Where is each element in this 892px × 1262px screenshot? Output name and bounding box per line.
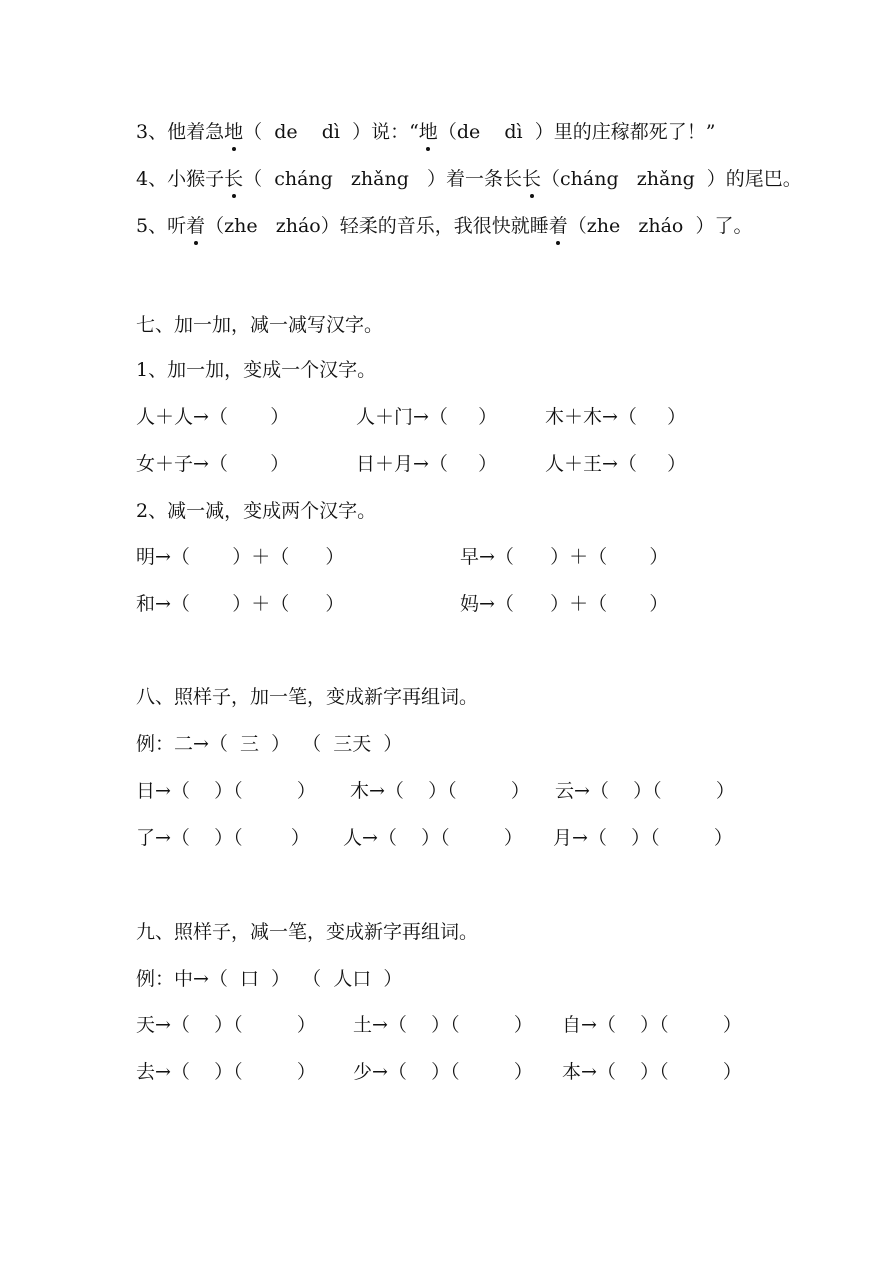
add-stroke-item: 了→（ ）（ ）	[136, 827, 310, 849]
question-text: （ cháng zhǎng ）着一条长	[243, 168, 523, 190]
dotted-character: 长	[522, 168, 542, 190]
remove-stroke-item: 本→（ ）（ ）	[562, 1061, 742, 1083]
question-4	[136, 167, 802, 191]
question-5	[136, 214, 752, 238]
remove-stroke-item: 天→（ ）（ ）	[136, 1014, 316, 1036]
remove-stroke-item: 自→（ ）（ ）	[562, 1014, 742, 1036]
add-stroke-item: 人→（ ）（ ）	[343, 827, 523, 849]
subtract-item: 明→（ ）＋（ ）	[136, 546, 345, 568]
dotted-character: 长	[224, 168, 244, 190]
remove-stroke-item: 少→（ ）（ ）	[353, 1061, 533, 1083]
section-7-sub2: 2、减一减，变成两个汉字。	[136, 500, 377, 522]
add-item: 人＋人→（ ）	[136, 406, 290, 428]
add-item: 木＋木→（ ）	[545, 406, 687, 428]
subtract-item: 和→（ ）＋（ ）	[136, 593, 345, 615]
question-text: （cháng zhǎng ）的尾巴。	[541, 168, 802, 190]
section-8-example: 例：二→（ 三 ） （ 三天 ）	[136, 733, 403, 755]
dotted-character: 地	[224, 121, 244, 143]
question-text: （zhe zháo ）了。	[567, 215, 753, 237]
add-stroke-item: 月→（ ）（ ）	[553, 827, 733, 849]
dotted-character: 地	[418, 121, 438, 143]
add-item: 人＋王→（ ）	[545, 453, 687, 475]
question-text: （zhe zháo）轻柔的音乐，我很快就睡	[205, 215, 549, 237]
remove-stroke-item: 去→（ ）（ ）	[136, 1061, 316, 1083]
question-3	[136, 120, 715, 144]
add-stroke-item: 云→（ ）（ ）	[555, 780, 735, 802]
dotted-character: 着	[548, 215, 568, 237]
section-8-title: 八、照样子，加一笔，变成新字再组词。	[136, 686, 479, 708]
add-item: 日＋月→（ ）	[356, 453, 498, 475]
subtract-item: 早→（ ）＋（ ）	[460, 546, 669, 568]
dotted-character: 着	[186, 215, 206, 237]
question-text: （de dì ）里的庄稼都死了！”	[437, 121, 716, 143]
add-stroke-item: 日→（ ）（ ）	[136, 780, 316, 802]
question-text: （ de dì ）说：“	[243, 121, 419, 143]
section-7-sub1: 1、加一加，变成一个汉字。	[136, 359, 377, 381]
add-item: 女＋子→（ ）	[136, 453, 290, 475]
add-item: 人＋门→（ ）	[356, 406, 498, 428]
section-7-title: 七、加一加，减一减写汉字。	[136, 314, 384, 336]
section-9-example: 例：中→（ 口 ） （ 人口 ）	[136, 968, 403, 990]
add-stroke-item: 木→（ ）（ ）	[350, 780, 530, 802]
question-text: 5、听	[136, 215, 187, 237]
remove-stroke-item: 土→（ ）（ ）	[353, 1014, 533, 1036]
subtract-item: 妈→（ ）＋（ ）	[460, 593, 669, 615]
question-text: 4、小猴子	[136, 168, 225, 190]
question-text: 3、他着急	[136, 121, 225, 143]
section-9-title: 九、照样子，减一笔，变成新字再组词。	[136, 921, 479, 943]
